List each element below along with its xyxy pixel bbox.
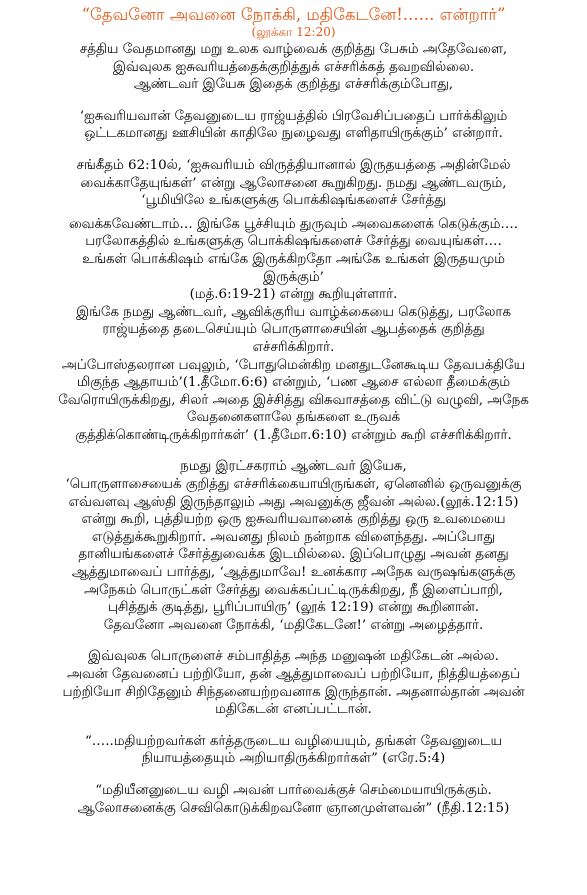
body-line: நமது இரட்சகராம் ஆண்டவர் இயேசு, bbox=[180, 459, 407, 475]
body-line: சங்கீதம் 62:10ல், ‘ஐசுவரியம் விருத்தியானால் இருதயத்தை அதின்மேல் bbox=[76, 157, 511, 173]
body-line: பற்றியோ சிறிதேனும் சிந்தனையற்றவனாக இருந்தான். அதனால்தான் அவன் bbox=[62, 684, 525, 700]
body-line: ஆண்டவர் இயேசு இதைக் குறித்து எச்சரிக்கும்போது, bbox=[133, 77, 454, 93]
body-line: ராஜ்யத்தை தடைசெய்யும் பொருளாசையின் ஆபத்தைக் குறித்து bbox=[102, 322, 485, 338]
body-line: (மத்.6:19-21) என்று கூறியுள்ளார். bbox=[189, 287, 398, 303]
body-line: உங்கள் பொக்கிஷம் எங்கே இருக்கிறதோ அங்கே உங்கள் இருதயமும் bbox=[82, 251, 505, 267]
body-line: அவன் தேவனைப் பற்றியோ, தன் ஆத்துமாவைப் பற்றியோ, நித்தியத்தைப் bbox=[66, 667, 521, 682]
body-line: புசித்துக் குடித்து, பூரிப்பாயிரு’ (லூக் 12:19) என்று கூறினான். bbox=[107, 600, 480, 616]
body-line: எடுத்துக்கூறுகிறார். அவனது நிலம் நன்றாக விளைந்தது. அப்போது bbox=[91, 529, 496, 545]
body-line: எவ்வளவு ஆஸ்தி இருந்தாலும் அது அவனுக்கு ஜீவன் அல்ல.(லூக்.12:15) bbox=[68, 494, 519, 510]
body-line: நியாயத்தையும் அறியாதிருக்கிறார்கள்” (எரே.5:4) bbox=[141, 751, 446, 767]
body-line: என்று கூறி, புத்தியற்ற ஒரு ஐசுவரியவானைக் குறித்து ஒரு உவமையை bbox=[81, 512, 506, 528]
body-line: தானியங்களைச் சேர்த்துவைக்க இடமில்லை. இப்பொழுது அவன் தனது bbox=[78, 547, 509, 563]
body-line: எச்சரிக்கிறார். bbox=[252, 339, 335, 355]
body-line: ஆலோசனைக்கு செவிகொடுக்கிறவனோ ஞானமுள்ளவன்” (நீதி.12:15) bbox=[77, 800, 510, 816]
body-line: ஆத்துமாவைப் பார்த்து, ‘ஆத்துமாவே! உனக்கார அநேக வருஷங்களுக்கு bbox=[71, 565, 516, 581]
page-title: “தேவனோ அவனை நோக்கி, மதிகேடனே!...... என்றார்” bbox=[81, 5, 506, 24]
body-line: “…..மதியற்றவர்கள் கர்த்தருடைய வழியையும், தங்கள் தேவனுடைய bbox=[84, 733, 503, 749]
body-line: ‘பொருளாசையைக் குறித்து எச்சரிக்கையாயிருங்கள், ஏனெனில் ஒருவனுக்கு bbox=[65, 477, 522, 493]
body-line: குத்திக்கொண்டிருக்கிறார்கள்’ (1.தீமோ.6:10) என்றும் கூறி எச்சரிக்கிறார். bbox=[75, 427, 512, 443]
body-line: இங்கே நமது ஆண்டவர், ஆவிக்குரிய வாழ்க்கையை கெடுத்து, பரலோக bbox=[76, 304, 511, 320]
body-line: இவ்வுலக ஐசுவரியத்தைக்குறித்துக் எச்சரிக்கத் தவறவில்லை. bbox=[112, 59, 475, 75]
body-line: வைக்காதேயுங்கள்’ என்று ஆலோசனை கூறுகிறது. நமது ஆண்டவரும், bbox=[80, 175, 507, 191]
body-line: தேவனோ அவனை நோக்கி, ‘மதிகேடனே!’ என்று அழைத்தார். bbox=[103, 617, 484, 633]
body-line: இவ்வுலக பொருளைச் சம்பாதித்த அந்த மனுஷன் மதிகேடன் அல்ல. bbox=[88, 649, 499, 665]
body-line: “மதியீனனுடைய வழி அவன் பார்வைக்குச் செம்மையாயிருக்கும். bbox=[95, 782, 492, 798]
title-reference: (லூக்கா 12:20) bbox=[251, 25, 336, 39]
body-line: பரலோகத்தில் உங்களுக்கு பொக்கிஷங்களைச் சேர்த்து வையுங்கள்…. bbox=[85, 234, 502, 250]
body-line: ‘பூமியிலே உங்களுக்கு பொக்கிஷங்களைச் சேர்த்து bbox=[141, 193, 446, 209]
body-line: வேரொயிருக்கிறது, சிலர் அதை இச்சித்து விசுவாசத்தை விட்டு வழுவி, அநேக bbox=[58, 392, 529, 408]
body-line: வைக்கவேண்டாம்… இங்கே பூச்சியும் துருவும் அவைகளைக் கெடுக்கும்…. bbox=[68, 216, 518, 232]
body-line: மதிகேடன் எனப்பட்டான். bbox=[215, 702, 372, 718]
body-line: அப்போஸ்தலரான பவுலும், ‘போதுமென்கிற மனதுடனேகூடிய தேவபக்தியே bbox=[61, 357, 526, 373]
body-line: ‘ஐசுவரியவான் தேவனுடைய ராஜ்யத்தில் பிரவேசிப்பதைப் பார்க்கிலும் bbox=[79, 108, 508, 124]
body-line: ஒட்டகமானது ஊசியின் காதிலே நுழைவது எளிதாயிருக்கும்’ என்றார். bbox=[84, 126, 503, 142]
body-line: சத்திய வேதமானது மறு உலக வாழ்வைக் குறித்து பேசும் அதேவேளை, bbox=[79, 42, 508, 57]
body-line: அநேகம் பொருட்கள் சேர்த்து வைக்கப்பட்டிருக்கிறது, நீ இளைப்பாறி, bbox=[84, 582, 503, 598]
body-line: இருக்கும்’ bbox=[263, 269, 324, 285]
body-line: வேதனைகளாலே தங்களை உருவக் bbox=[186, 410, 401, 426]
body-line: மிகுந்த ஆதாயம்’(1.தீமோ.6:6) என்றும், ‘பண ஆசை எல்லா தீமைக்கும் bbox=[77, 375, 510, 391]
